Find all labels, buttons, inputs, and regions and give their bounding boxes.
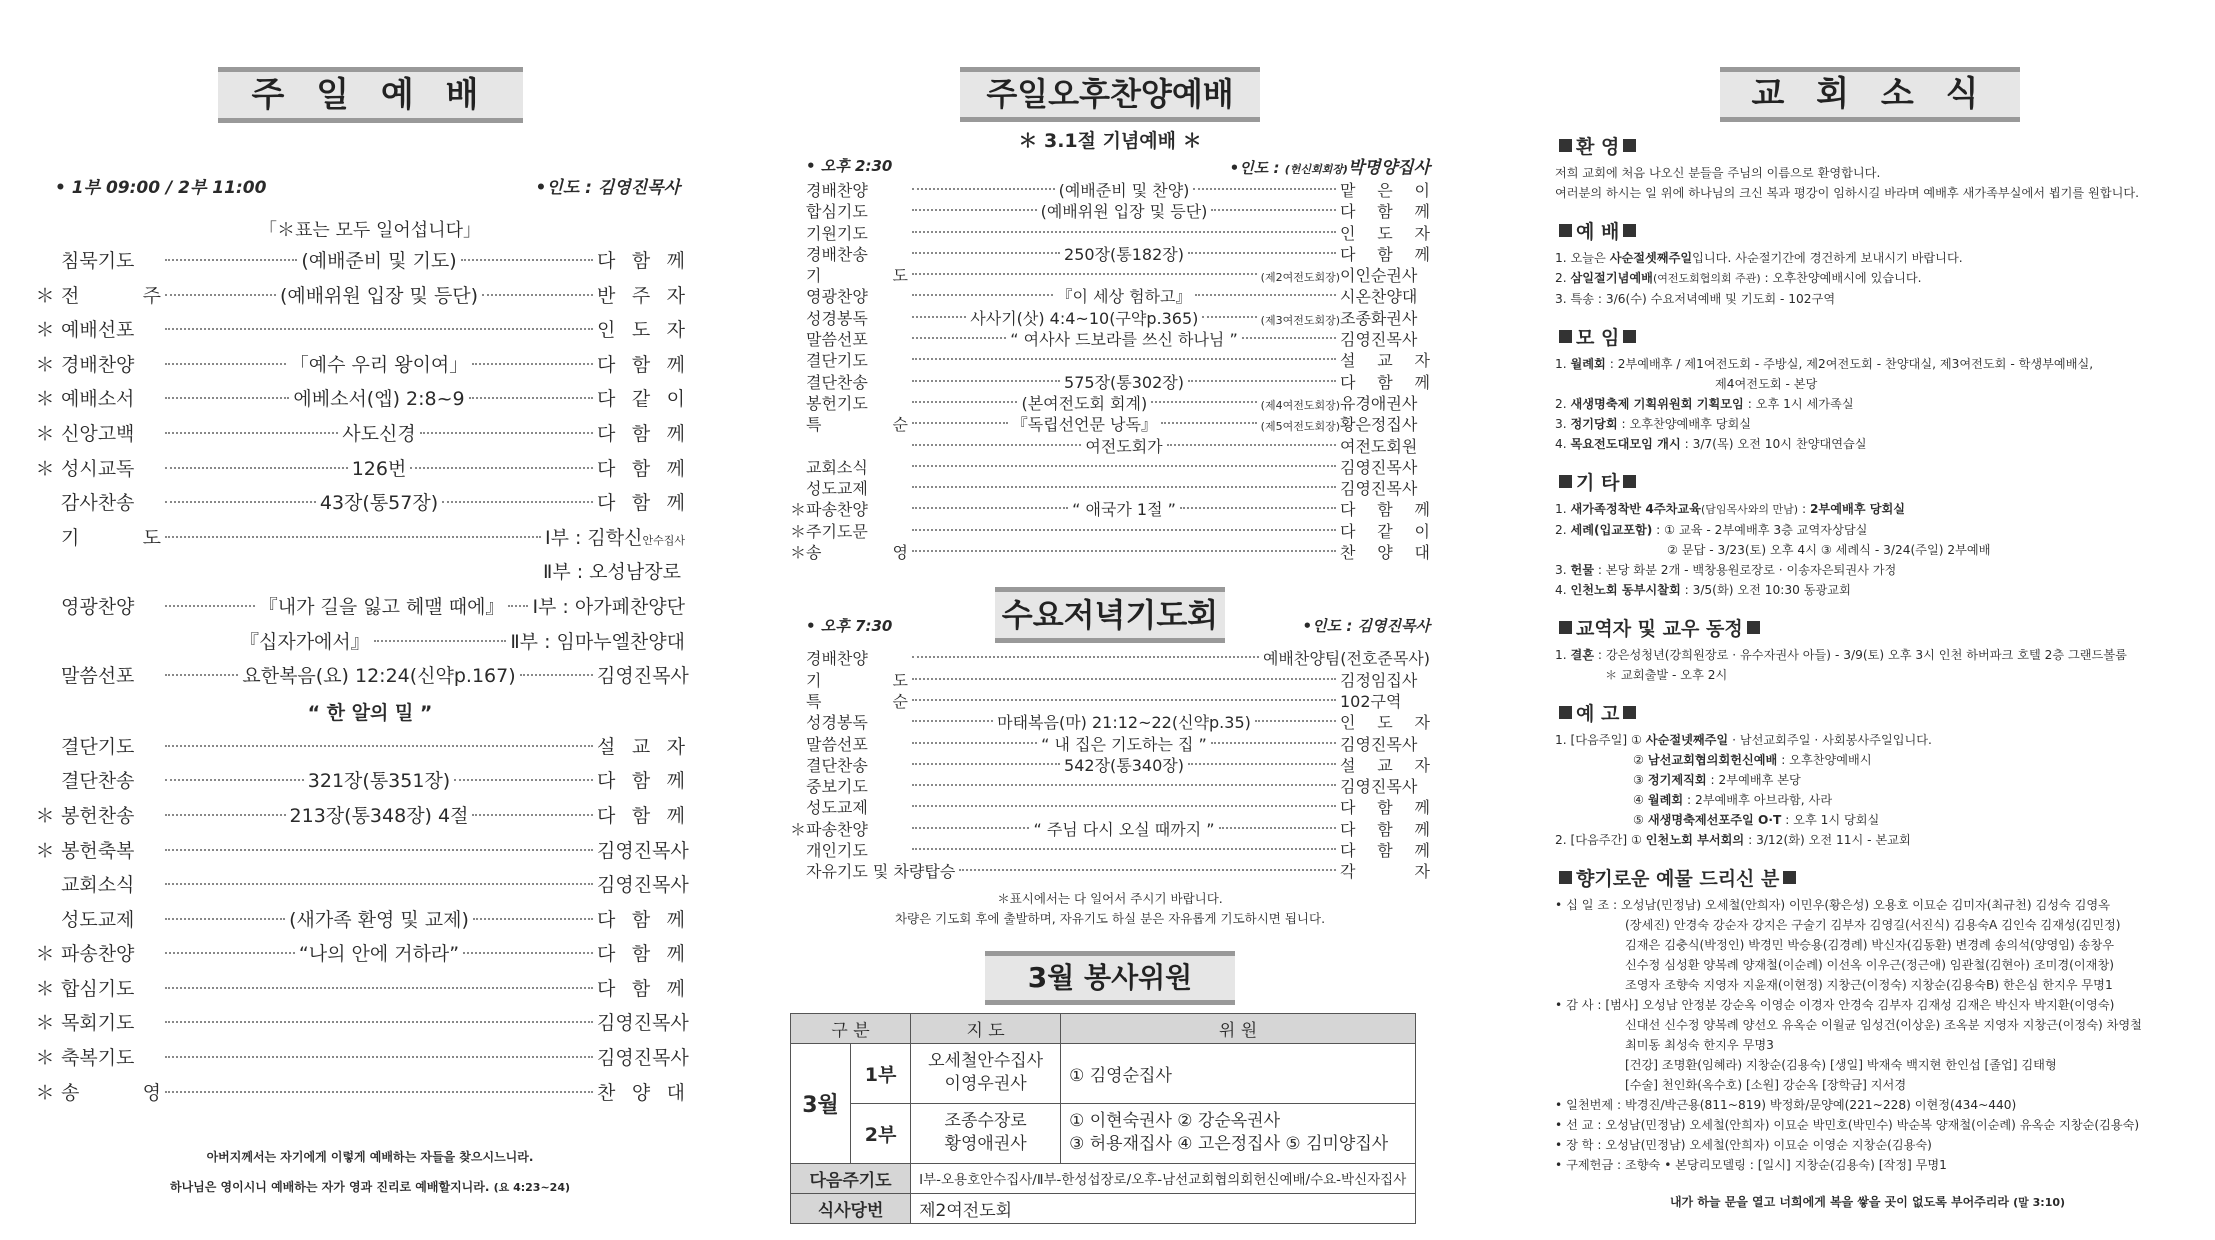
sunday-worship-column bbox=[35, 60, 689, 1203]
square-icon bbox=[1623, 706, 1636, 719]
order-row: ＊ 파송찬양 “나의 안에 거하라” 다 함 께 bbox=[35, 943, 685, 966]
march-volunteers-title: 3월 봉사위원 bbox=[985, 951, 1235, 1005]
order-row: 감사찬송 43장(통57장) 다 함 께 bbox=[61, 492, 685, 515]
order-row-sermon: 말씀선포 요한복음(요) 12:24(신약p.167) 김영진목사 bbox=[61, 665, 689, 688]
wednesday-notes: ＊표시에서는 다 일어서 주시기 바랍니다. 차량은 기도회 후에 출발하며, 자유기도 하실 분은 자유롭게 기도하시면 됩니다. bbox=[894, 890, 1326, 926]
order-row: 개인기도 다 함 께 bbox=[806, 841, 1430, 861]
order-row: 성경봉독 마태복음(마) 21:12~22(신약p.35) 인 도 자 bbox=[806, 713, 1431, 733]
afternoon-worship-title: 주일오후찬양예배 bbox=[960, 67, 1260, 122]
order-row: 교회소식 김영진목사 bbox=[806, 457, 1418, 477]
order-row: 경배찬양 (예배준비 및 찬양) 맡 은 이 bbox=[806, 181, 1431, 200]
square-icon bbox=[1559, 224, 1572, 237]
closing-verse: 아버지께서는 자기에게 이렇게 예배하는 자들을 찾으시느니라. 하나님은 영이시니 예배하는 자가 영과 진리로 예배할지니라. (요 4:23~24) bbox=[169, 1150, 571, 1195]
offering-line: 최미동 최성숙 한지우 무명3 bbox=[1625, 1038, 1774, 1052]
order-row: 결단찬송 575장(통302장) 다 함 께 bbox=[806, 372, 1430, 392]
offering-line: • 장 학 : 오성남(민정남) 오세철(안희자) 이묘순 이영순 지창순(김용숙) bbox=[1555, 1138, 1932, 1152]
service-leader: •인도 : 김영진목사 bbox=[535, 178, 680, 198]
square-icon bbox=[1559, 139, 1572, 152]
offering-line: • 일천번제 : 박경진/박근용(811~819) 박정화/문양예(221~228) 이현정(434~440) bbox=[1555, 1098, 2017, 1112]
order-row: 성경봉독 사사기(삿) 4:4~10(구약p.365) (제3여전도회장) 조종화권사 bbox=[806, 308, 1418, 328]
order-row: ＊ 예배선포 인 도 자 bbox=[35, 319, 685, 342]
order-row: 성도교제 다 함 께 bbox=[806, 798, 1430, 818]
order-row: ＊ 주기도문 다 같 이 bbox=[790, 521, 1430, 541]
order-row: 경배찬양 예배찬양팀(전호준목사) bbox=[806, 649, 1430, 669]
order-row-prayer: 기 도 Ⅰ부 : 김학신안수집사 bbox=[61, 526, 685, 549]
welcome-heading: 환 영 bbox=[1555, 132, 2180, 159]
square-icon bbox=[1623, 224, 1636, 237]
meetings-heading: 모 임 bbox=[1555, 323, 2180, 350]
service-time: • 1부 09:00 / 2부 11:00 bbox=[55, 178, 267, 198]
closing-verse-3: 내가 하늘 문을 열고 너희에게 복을 쌓을 곳이 없도록 부어주리라 (말 3:10) bbox=[1669, 1195, 2066, 1209]
order-row: 특 순 102구역 bbox=[806, 691, 1402, 711]
order-row: 성도교제 (새가족 환영 및 교제) 다 함 께 bbox=[61, 908, 685, 931]
order-list bbox=[35, 246, 686, 523]
order-row: 경배찬송 250장(통182장) 다 함 께 bbox=[806, 244, 1430, 264]
order-row: ＊ 봉헌축복 김영진목사 bbox=[35, 839, 689, 862]
offering-line: • 십 일 조 : 오성남(민정남) 오세철(안희자) 이민우(황은성) 오용호 이묘순 김미자(최규천) 김성숙 김영옥 bbox=[1555, 898, 2110, 912]
order-row-praise: 영광찬양 『내가 길을 잃고 헤맬 때에』 Ⅰ부 : 아가페찬양단 bbox=[61, 595, 685, 618]
subtitle: ＊ 3.1절 기념예배 ＊ bbox=[1018, 130, 1202, 152]
order-row: 자유기도 및 차량탑승 각 자 bbox=[806, 862, 1430, 882]
sermon-title: “ 한 알의 밀 ” bbox=[307, 701, 433, 724]
order-row: ＊ 예배소서 에베소서(엡) 2:8~9 다 같 이 bbox=[35, 388, 686, 411]
order-row: 합심기도 (예배위원 입장 및 등단) 다 함 께 bbox=[806, 202, 1431, 222]
order-row: 침묵기도 (예배준비 및 기도) 다 함 께 bbox=[61, 250, 686, 272]
afternoon-order-list bbox=[790, 178, 1430, 561]
order-row: 결단기도 설 교 자 bbox=[61, 735, 685, 758]
wednesday-order-list bbox=[790, 646, 1430, 880]
offering-line: 김재은 김충식(박정인) 박경민 박승용(김경례) 박신자(김동환) 변경례 송의석(양영임) 송창우 bbox=[1625, 938, 2114, 952]
worship-heading: 예 배 bbox=[1555, 217, 2180, 244]
order-row: 기 도 김정임집사 bbox=[806, 670, 1418, 690]
square-icon bbox=[1623, 330, 1636, 343]
order-row: 특 순 『독립선언문 낭독』 (제5여전도회장) 황은정집사 bbox=[806, 415, 1418, 435]
church-news-title: 교 회 소 식 bbox=[1720, 67, 2020, 122]
wednesday-prayer-title: 수요저녁기도회 bbox=[995, 587, 1225, 643]
announce-heading: 예 고 bbox=[1555, 699, 2180, 726]
order-row: ＊ 파송찬양 “ 주님 다시 오실 때까지 ” 다 함 께 bbox=[790, 819, 1430, 839]
order-row: ＊ 합심기도 다 함 께 bbox=[35, 977, 685, 1000]
offering-line: (장세진) 안경숙 강순자 강지은 구술기 김부자 김영길(서진식) 김용숙A 김인숙 김재성(김민정) bbox=[1625, 918, 2121, 932]
afternoon-time: • 오후 2:30 bbox=[806, 157, 893, 175]
square-icon bbox=[1747, 621, 1760, 634]
offering-heading: 향기로운 예물 드리신 분 bbox=[1555, 864, 2180, 891]
order-row: 중보기도 김영진목사 bbox=[806, 777, 1418, 797]
wednesday-time: • 오후 7:30 bbox=[806, 617, 893, 636]
offering-line: • 감 사 : [범사] 오성남 안정분 강순옥 이영순 이경자 안경숙 김부자 김재성 김재은 박신자 박지환(이영숙) bbox=[1555, 998, 2115, 1012]
offering-line: [건강] 조명환(임혜라) 지창순(김용숙) [생일] 박재숙 백지현 한인섭 [졸업] 김태형 bbox=[1625, 1058, 2057, 1072]
offering-line: 조영자 조향숙 지영자 지윤재(이현정) 지창근(이정숙) 지창순(김용숙B) 한은심 한지우 무명1 bbox=[1625, 978, 2113, 992]
order-row: ＊ 전 주 (예배위원 입장 및 등단) 반 주 자 bbox=[35, 284, 686, 307]
square-icon bbox=[1559, 706, 1572, 719]
order-row: 교회소식 김영진목사 bbox=[61, 874, 689, 897]
wednesday-leader: •인도 : 김영진목사 bbox=[1302, 617, 1430, 636]
afternoon-service-info bbox=[790, 149, 1430, 178]
square-icon bbox=[1559, 475, 1572, 488]
order-row: 봉헌기도 (본여전도회 회계) (제4여전도회장) 유경애권사 bbox=[806, 393, 1418, 413]
offering-line: [수술] 천인화(옥수호) [소원] 강순옥 [장학금] 지서경 bbox=[1625, 1078, 1907, 1092]
order-row-prayer2: Ⅱ부 : 오성남장로 bbox=[543, 561, 681, 584]
offering-line: 신대선 신수정 양복례 양선오 유옥순 이월균 임성건(이상운) 조옥분 지영자 지창근(이정숙) 차영철 bbox=[1625, 1018, 2142, 1032]
order-row: 기원기도 인 도 자 bbox=[806, 223, 1430, 243]
order-row: ＊ 송 영 찬 양 대 bbox=[790, 543, 1430, 563]
order-row-praise2: 『십자가에서』 Ⅱ부 : 임마누엘찬양대 bbox=[240, 630, 685, 653]
order-row: 말씀선포 “ 내 집은 기도하는 집 ” 김영진목사 bbox=[806, 734, 1418, 754]
order-row: 기 도 (제2여전도회장) 이인순권사 bbox=[806, 266, 1418, 286]
offering-list bbox=[1555, 895, 2180, 1175]
order-row: ＊ 경배찬양 「예수 우리 왕이여」 다 함 께 bbox=[35, 353, 685, 376]
order-row: ＊ 성시교독 126번 다 함 께 bbox=[35, 457, 685, 480]
order-list-2 bbox=[35, 732, 689, 1113]
misc-heading: 기 타 bbox=[1555, 468, 2180, 495]
square-icon bbox=[1559, 871, 1572, 884]
order-row: 결단찬송 542장(통340장) 설 교 자 bbox=[806, 755, 1430, 775]
order-row: ＊ 송 영 찬 양 대 bbox=[35, 1081, 685, 1104]
order-row: 영광찬양 『이 세상 험하고』 시온찬양대 bbox=[806, 287, 1418, 307]
order-row: 성도교제 김영진목사 bbox=[806, 479, 1418, 499]
order-row: 말씀선포 “ 여사사 드보라를 쓰신 하나님 ” 김영진목사 bbox=[806, 330, 1418, 350]
standing-note: 「＊표는 모두 일어섭니다」 bbox=[259, 220, 481, 241]
square-icon bbox=[1623, 139, 1636, 152]
order-row: ＊ 신앙고백 사도신경 다 함 께 bbox=[35, 422, 686, 445]
square-icon bbox=[1559, 621, 1572, 634]
order-row: 여전도회가 여전도회원 bbox=[806, 434, 1430, 455]
staff-news-heading: 교역자 및 교우 동정 bbox=[1555, 614, 2180, 641]
square-icon bbox=[1559, 330, 1572, 343]
order-row: ＊ 봉헌찬송 213장(통348장) 4절 다 함 께 bbox=[35, 804, 685, 827]
offering-line: 신수정 심성환 양복례 양재철(이순례) 이선옥 이우근(정근애) 임관철(김현아) 조미경(이재창) bbox=[1625, 958, 2114, 972]
order-row: 결단기도 설 교 자 bbox=[806, 351, 1430, 371]
offering-line: • 선 교 : 오성남(민정남) 오세철(안희자) 이묘순 박민호(박민수) 박순복 양재철(이순례) 유옥순 지창순(김용숙) bbox=[1555, 1118, 2140, 1132]
order-row: ＊ 파송찬양 “ 애국가 1절 ” 다 함 께 bbox=[790, 500, 1430, 520]
order-row: ＊ 목회기도 김영진목사 bbox=[35, 1012, 689, 1035]
church-news-column: 교 회 소 식 환 영 저희 교회에 처음 나오신 분들을 주님의 이름으로 환영합니다. 여러분의 하시는 일 위에 하나님의 크신 복과 평강이 임하시길 바라며 예배후 새가족부실에서 뵙기를 원합니다. 예 배 1. 오늘은 사순절셋째주일입니다. 사순절기간에 경건하게 보내시기 바랍니다. 2. 삼일절기념예배(여전도회협의회 주관) : 오후찬양예배시에 있습니다. 3. 특송 : 3/6(수) 수요저녁예배 및 기도회 - 102구역 모 임 1. 월례회 : 2부예배후 / 제1여전도회 - 주방실, 제2여전도회 - 찬양대실, 제3여전도회 - 학생부예배실, 제4여전도회 - 본당 2. 새생명축제 기획위원회 기획모임 : 오후 1시 세가족실 3. 정기당회 : 오후찬양예배후 당회실 4. 목요전도대모임 개시 : 3/7(목) 오전 10시 찬양대연습실 기 타 1. 새가족정착반 4주차교육(담임목사와의 만남) : 2부예배후 당회실 2. 세례(입교포함) : ① 교육 - 2부예배후 3층 교역자상담실 ② 문답 - 3/23(토) 오후 4시 ③ 세례식 - 3/24(주일) 2부예배 3. 헌물 : 본당 화분 2개 - 백창용원로장로 · 이송자은퇴권사 가정 4. 인천노회 동부시찰회 : 3/5(화) 오전 10:30 동광교회 교역자 및 교우 동정 1. 결혼 : 강은성청년(강희원장로 · 유수자권사 아들) - 3/9(토) 오후 3시 인천 하버파크 호텔 2층 그랜드볼룸 ＊ 교회출발 - 오후 2시 예 고 1. [다음주일] ① 사순절넷째주일 · 남선교회주일 · 사회봉사주일입니다. ② 남선교회협의회헌신예배 : 오후찬양예배시 ③ 정기제직회 : 2부예배후 본당 ④ 월례회 : 2부예배후 아브라함, 사라 ⑤ 새생명축제선포주일 O·T : 오후 1시 당회실 2. [다음주간] ① 인천노회 부서회의 : 3/12(화) 오전 11시 - 본교회 향기로운 예물 드리신 분 • 십 일 조 : 오성남(민정남) 오세철(안희자) 이민우(황은성) 오용호 이묘순 김미자(최규천) 김성숙 김영옥 (장세진) 안경숙 강순자 강지은 구술기 김부자 김영길(서진식) 김용숙A 김인숙 김재성(김민정) 김재은 김충식(박정인) 박경민 박승용(김경례) 박신자(김동환) 변경례 송의석(양영임) 송창우 신수정 심성환 양복례 양재철(이순례) 이선옥 이우근(정근애) 임관철(김현아) 조미경(이재창) 조영자 조향숙 지영자 지윤재(이현정) 지창근(이정숙) 지창순(김용숙B) 한은심 한지우 무명1 • 감 사 : [범사] 오성남 안정분 강순옥 이영순 이경자 안경숙 김부자 김재성 김재은 박신자 박지환(이영숙) 신대선 신수정 양복례 양선오 유옥순 이월균 임성건(이상운) 조옥분 지영자 지창근(이정숙) 차영철 최미동 최성숙 한지우 무명3 [건강] 조명환(임혜라) 지창순(김용숙) [생일] 박재숙 백지현 한인섭 [졸업] 김태형 [수술] 천인화(옥수호) [소원] 강순옥 [장학금] 지서경 • 일천번제 : 박경진/박근용(811~819) 박정화/문양예(221~228) 이현정(434~440) • 선 교 : 오성남(민정남) 오세철(안희자) 이묘순 박민호(박민수) 박순복 양재철(이순례) 유옥순 지창순(김용숙) • 장 학 : 오성남(민정남) 오세철(안희자) 이묘순 이영순 지창순(김용숙) • 구제헌금 : 조향숙 • 본당리모델링 : [일시] 지창순(김용숙) [작정] 무명1 내가 하늘 문을 열고 너희에게 복을 쌓을 곳이 없도록 부어주리라 (말 3:10) bbox=[1555, 60, 2180, 1210]
sunday-worship-title: 주 일 예 배 bbox=[218, 67, 523, 123]
square-icon bbox=[1783, 871, 1796, 884]
offering-line: • 구제헌금 : 조향숙 • 본당리모델링 : [일시] 지창순(김용숙) [작정] 무명1 bbox=[1555, 1158, 1947, 1172]
order-row: 결단찬송 321장(통351장) 다 함 께 bbox=[61, 770, 686, 793]
afternoon-worship-column bbox=[790, 60, 1430, 1224]
service-info bbox=[55, 173, 685, 198]
square-icon bbox=[1623, 475, 1636, 488]
order-row: ＊ 축복기도 김영진목사 bbox=[35, 1047, 689, 1070]
afternoon-leader: •인도 : (헌신회회장)박명양집사 bbox=[1229, 158, 1430, 178]
volunteer-table: 구 분 지 도 위 원 3월 1부 오세철안수집사 이영우권사 ① 김영순집사 2부 조종수장로 황영애권사 ① 이현숙권사 ② 강순옥권사 ③ 허용재집사 ④ 고은정집사 ⑤ 김미양집사 다음주기도 Ⅰ부-오용호안수집사/Ⅱ부-한성섭장로/오후-남선교회협의회헌신예배/수요-박신자집사 식사당번 제2여전도회 bbox=[790, 1013, 1416, 1224]
